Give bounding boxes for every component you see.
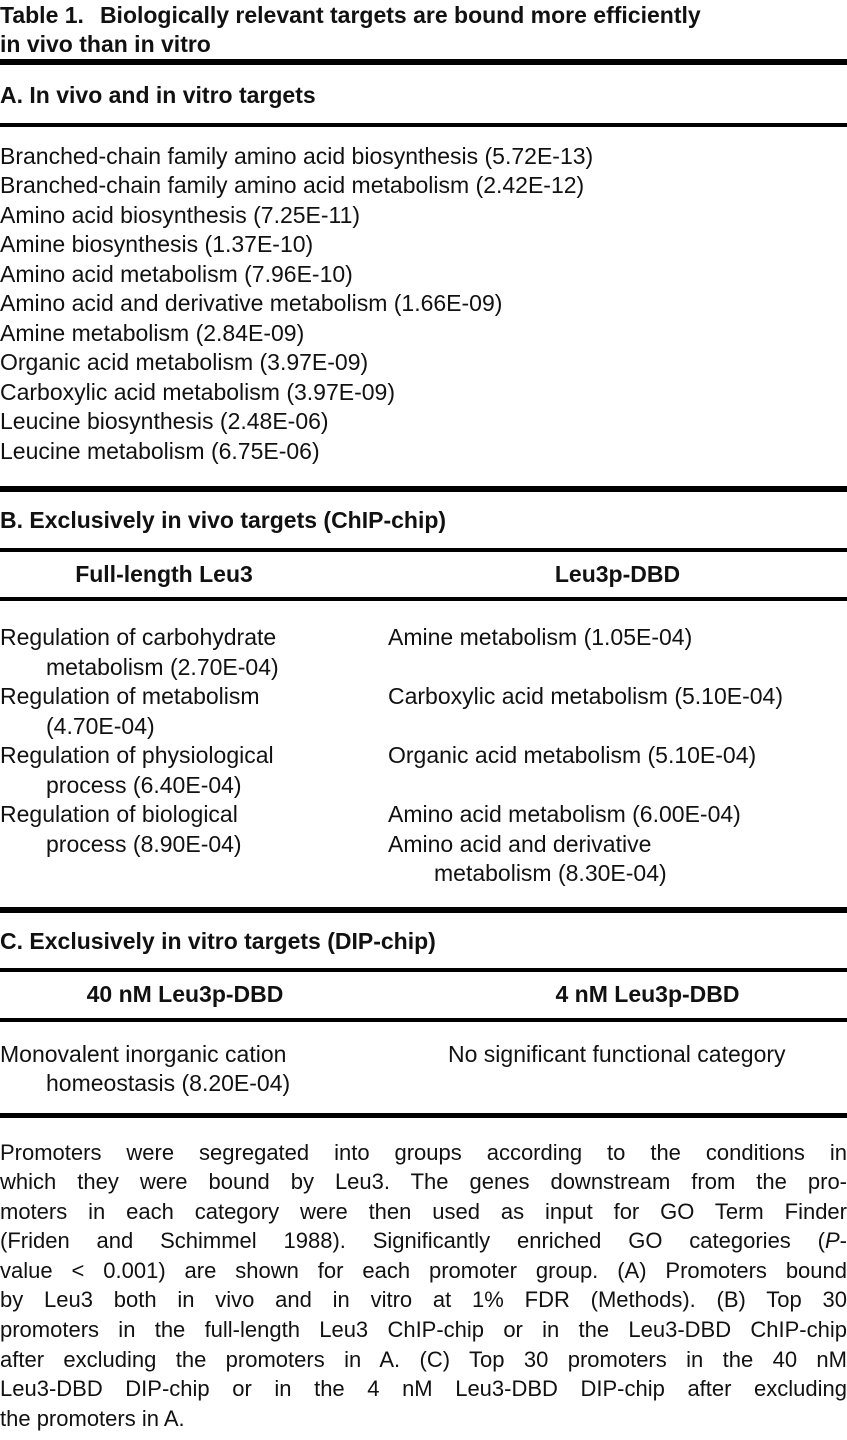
table-cell-left bbox=[0, 682, 388, 741]
table-row bbox=[0, 623, 847, 682]
table-caption-part1: Biologically relevant targets are bound more efficiently bbox=[99, 2, 701, 28]
section-b-body bbox=[0, 601, 847, 907]
footnote-line: moters in each category were then used as input for GO Term Finder bbox=[0, 1198, 847, 1224]
table-cell-left bbox=[0, 741, 388, 800]
footnote-italic-p: P bbox=[824, 1228, 840, 1254]
go-term-line: Regulation of biological bbox=[0, 801, 238, 827]
table-title-line1 bbox=[0, 1, 847, 30]
go-term-line: Regulation of physiological bbox=[0, 742, 274, 768]
table-cell-left bbox=[0, 623, 388, 682]
go-term-item: Amine biosynthesis (1.37E-10) bbox=[0, 231, 314, 257]
col-header-4nm-leu3p-dbd: 4 nM Leu3p-DBD bbox=[555, 981, 740, 1007]
section-a-list bbox=[0, 127, 847, 487]
section-c-body bbox=[0, 1022, 847, 1113]
table-cell-right bbox=[388, 800, 847, 889]
footnote-line bbox=[0, 1226, 847, 1256]
table-cell-left bbox=[0, 800, 388, 889]
footnote-line-segment: (Friden and Schimmel 1988). Significantly enriched GO categories ( bbox=[0, 1228, 825, 1254]
footnote-line: Promoters were segregated into groups according to the conditions in bbox=[0, 1139, 847, 1165]
go-term-line: Amino acid and derivative bbox=[388, 830, 652, 857]
col-header-40nm-leu3p-dbd: 40 nM Leu3p-DBD bbox=[86, 981, 284, 1007]
go-term-item: Carboxylic acid metabolism (3.97E-09) bbox=[0, 378, 395, 405]
go-term-item: Leucine biosynthesis (2.48E-06) bbox=[0, 408, 329, 434]
go-term-line: Regulation of metabolism bbox=[0, 683, 260, 709]
go-term-item: Organic acid metabolism (3.97E-09) bbox=[0, 349, 369, 375]
go-term-line: Organic acid metabolism (5.10E-04) bbox=[388, 742, 757, 768]
go-term-item: Amino acid and derivative metabolism (1.66E-09) bbox=[0, 290, 503, 316]
go-term-line: Carboxylic acid metabolism (5.10E-04) bbox=[388, 683, 783, 709]
footnote-line: after excluding the promoters in A. (C) Top 30 promoters in the 40 nM bbox=[0, 1346, 847, 1372]
col-header-leu3p-dbd: Leu3p-DBD bbox=[554, 560, 681, 587]
table-label: Table 1. bbox=[0, 2, 84, 28]
table-cell-right bbox=[448, 1040, 847, 1099]
go-term-item: Branched-chain family amino acid metabolism (2.42E-12) bbox=[0, 172, 585, 198]
table-cell-right bbox=[388, 741, 847, 800]
go-term-line: Monovalent inorganic cation bbox=[0, 1040, 287, 1067]
go-term-item: Leucine metabolism (6.75E-06) bbox=[0, 437, 320, 464]
go-term-line-continued: metabolism (2.70E-04) bbox=[46, 653, 279, 680]
footnote-line: which they were bound by Leu3. The genes downstream from the pro- bbox=[0, 1169, 847, 1195]
table-cell-left bbox=[0, 1040, 448, 1099]
go-term-line: No significant functional category bbox=[448, 1040, 786, 1067]
go-term-line-continued: process (6.40E-04) bbox=[46, 771, 242, 798]
table-footnote bbox=[0, 1118, 847, 1434]
go-term-line: Amino acid metabolism (6.00E-04) bbox=[388, 801, 741, 827]
table-cell-right bbox=[388, 623, 847, 682]
footnote-line: the promoters in A. bbox=[0, 1405, 185, 1431]
table-row bbox=[0, 741, 847, 800]
footnote-line-segment: - bbox=[839, 1228, 847, 1254]
go-term-line-continued: metabolism (8.30E-04) bbox=[434, 860, 667, 886]
go-term-line: Regulation of carbohydrate bbox=[0, 624, 277, 650]
go-term-line-continued: process (8.90E-04) bbox=[46, 830, 242, 857]
go-term-item: Amine metabolism (2.84E-09) bbox=[0, 319, 305, 346]
footnote-line: value < 0.001) are shown for each promoter group. (A) Promoters bound bbox=[0, 1257, 847, 1283]
section-b-column-headers bbox=[0, 552, 847, 598]
section-b-heading: B. Exclusively in vivo targets (ChIP-chip) bbox=[0, 507, 447, 533]
table-title bbox=[0, 0, 847, 59]
go-term-item: Amino acid biosynthesis (7.25E-11) bbox=[0, 201, 361, 228]
section-a-heading: A. In vivo and in vitro targets bbox=[0, 82, 316, 108]
go-term-item: Amino acid metabolism (7.96E-10) bbox=[0, 260, 353, 287]
col-header-full-length-leu3: Full-length Leu3 bbox=[75, 560, 253, 587]
table-cell-right bbox=[388, 682, 847, 741]
go-term-item: Branched-chain family amino acid biosynthesis (5.72E-13) bbox=[0, 142, 594, 169]
table-row bbox=[0, 800, 847, 889]
table-row bbox=[0, 682, 847, 741]
go-term-line-continued: homeostasis (8.20E-04) bbox=[46, 1070, 291, 1096]
footnote-line: by Leu3 both in vivo and in vitro at 1% FDR (Methods). (B) Top 30 bbox=[0, 1287, 847, 1313]
table-row bbox=[0, 1040, 847, 1099]
table-caption-part2: in vivo than in vitro bbox=[0, 31, 211, 57]
section-c-column-headers bbox=[0, 972, 847, 1018]
footnote-line: promoters in the full-length Leu3 ChIP-chip or in the Leu3-DBD ChIP-chip bbox=[0, 1317, 847, 1343]
go-term-line-continued: (4.70E-04) bbox=[46, 712, 155, 739]
go-term-line: Amine metabolism (1.05E-04) bbox=[388, 624, 693, 650]
section-c-heading: C. Exclusively in vitro targets (DIP-chip) bbox=[0, 927, 436, 954]
footnote-line: Leu3-DBD DIP-chip or in the 4 nM Leu3-DBD DIP-chip after excluding bbox=[0, 1376, 847, 1402]
